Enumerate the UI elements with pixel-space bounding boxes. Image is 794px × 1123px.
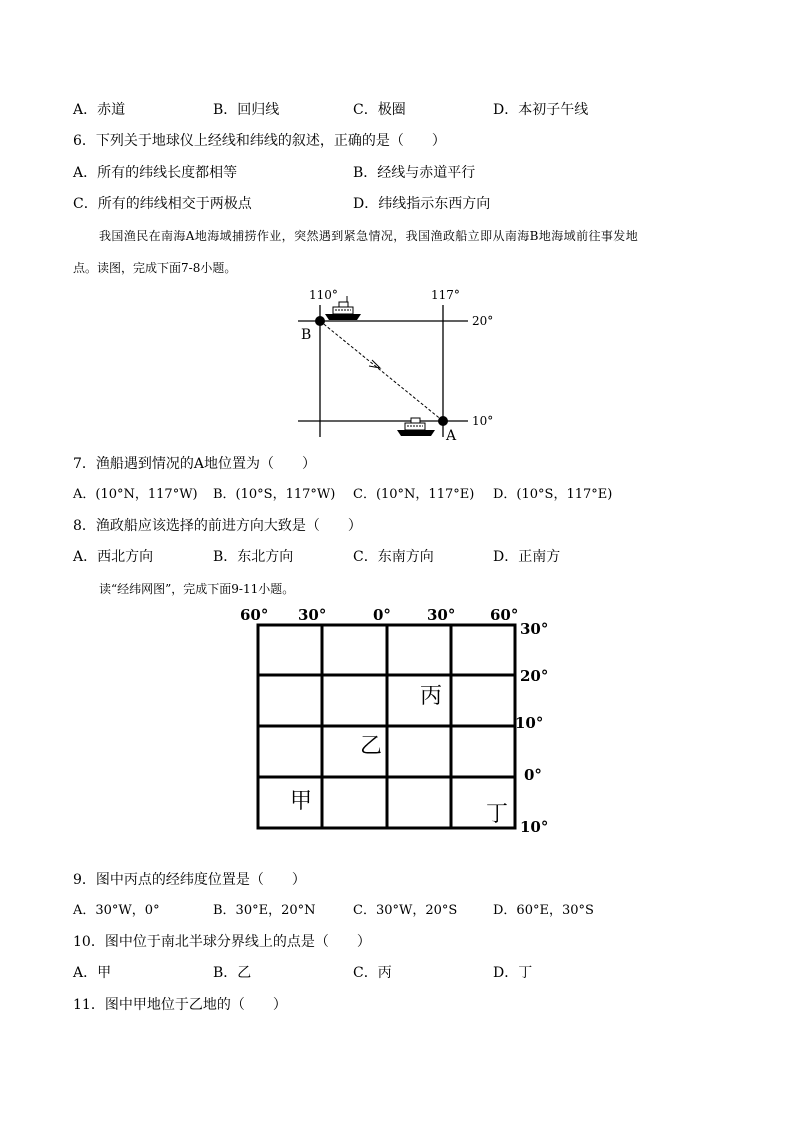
q6-option-d: D．纬线指示东西方向 — [353, 196, 491, 212]
q11-stem: 11．图中甲地位于乙地的（ ） — [73, 997, 287, 1013]
q6-option-c: C．所有的纬线相交于两极点 — [73, 196, 252, 212]
q10-option-a: A．甲 — [73, 965, 112, 981]
passage-7-8-line2: 点。读图，完成下面7-8小题。 — [73, 261, 237, 275]
q9-option-d: D．60°E，30°S — [493, 903, 594, 918]
q5-option-b: B．回归线 — [213, 102, 280, 118]
q5-option-c: C．极圈 — [353, 102, 406, 118]
top-label-60e: 60° — [490, 606, 519, 624]
q9-option-b: B．30°E，20°N — [213, 903, 316, 918]
q10-option-d: D．丁 — [493, 965, 533, 981]
q7-stem: 7．渔船遇到情况的A地位置为（ ） — [73, 456, 317, 472]
q6-stem: 6．下列关于地球仪上经线和纬线的叙述，正确的是（ ） — [73, 133, 446, 149]
label-lat-10: 10° — [472, 414, 494, 428]
q8-stem: 8．渔政船应该选择的前进方向大致是（ ） — [73, 518, 362, 534]
top-label-60w: 60° — [240, 606, 269, 624]
q7-option-b: B．(10°S，117°W) — [213, 487, 336, 502]
point-bing: 丙 — [420, 684, 443, 709]
q9-option-c: C．30°W，20°S — [353, 903, 458, 918]
label-lon-117: 117° — [431, 288, 460, 302]
label-lon-110: 110° — [309, 288, 338, 302]
q10-stem: 10．图中位于南北半球分界线上的点是（ ） — [73, 934, 371, 950]
q8-option-a: A．西北方向 — [73, 549, 154, 565]
right-label-0: 0° — [524, 766, 542, 784]
point-ding: 丁 — [486, 802, 509, 827]
top-label-0: 0° — [373, 606, 391, 624]
q10-option-c: C．丙 — [353, 965, 392, 981]
label-point-b: B — [301, 327, 312, 343]
q8-option-d: D．正南方 — [493, 549, 561, 565]
top-label-30e: 30° — [427, 606, 456, 624]
q8-option-b: B．东北方向 — [213, 549, 294, 565]
q5-option-d: D．本初子午线 — [493, 102, 589, 118]
passage-7-8-line1: 我国渔民在南海A地海域捕捞作业，突然遇到紧急情况，我国渔政船立即从南海B地海域前往事发地 — [99, 229, 639, 243]
q9-stem: 9．图中丙点的经纬度位置是（ ） — [73, 872, 306, 888]
label-point-a: A — [446, 428, 457, 444]
point-yi: 乙 — [360, 734, 383, 759]
q7-option-d: D．(10°S，117°E) — [493, 487, 613, 502]
q6-option-a: A．所有的纬线长度都相等 — [73, 165, 238, 181]
right-label-30n: 30° — [520, 620, 549, 638]
q7-option-a: A．(10°N，117°W) — [73, 487, 198, 502]
q9-option-a: A．30°W，0° — [73, 903, 160, 918]
q5-option-a: A．赤道 — [73, 102, 126, 118]
point-jia: 甲 — [290, 789, 313, 814]
q10-option-b: B．乙 — [213, 965, 252, 981]
q6-option-b: B．经线与赤道平行 — [353, 165, 476, 181]
passage-9-11: 读“经纬网图”，完成下面9-11小题。 — [99, 582, 295, 596]
q7-option-c: C．(10°N，117°E) — [353, 487, 475, 502]
right-label-10n: 10° — [515, 714, 544, 732]
right-label-20n: 20° — [520, 667, 549, 685]
top-label-30w: 30° — [298, 606, 327, 624]
right-label-10s: 10° — [520, 818, 549, 836]
label-lat-20: 20° — [472, 314, 494, 328]
q8-option-c: C．东南方向 — [353, 549, 434, 565]
